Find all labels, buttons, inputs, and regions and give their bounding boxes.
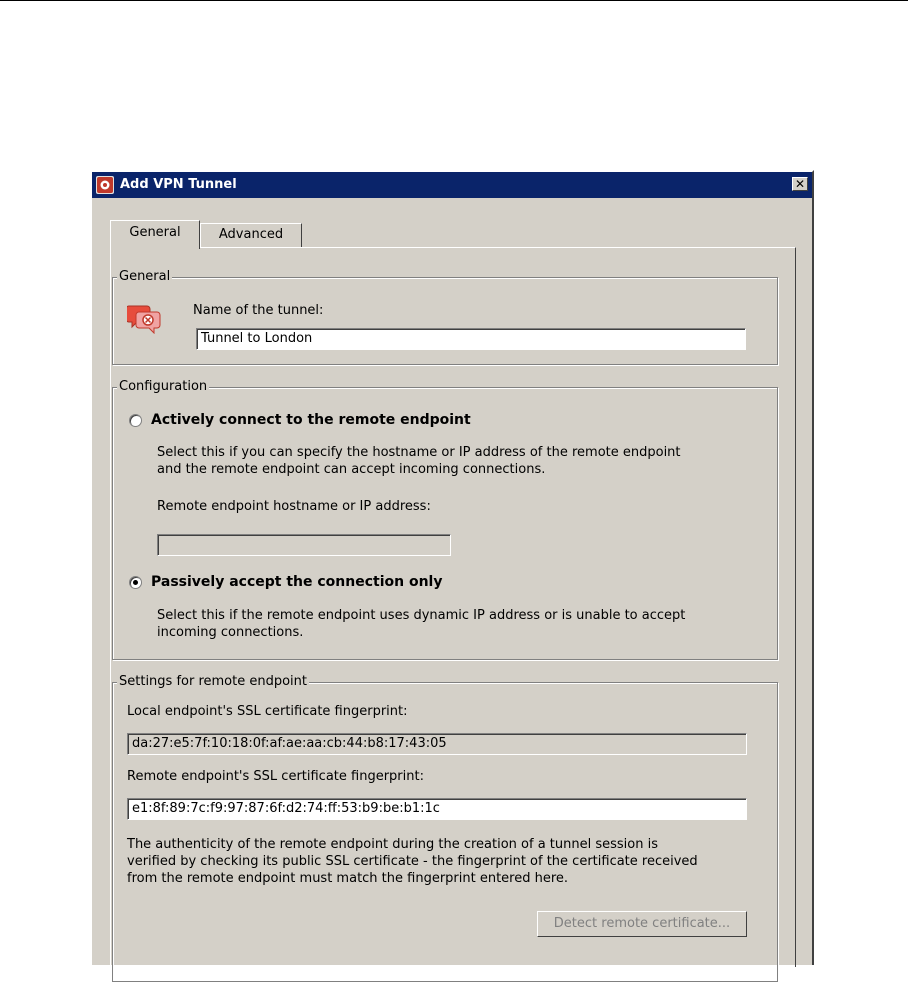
hostname-label: Remote endpoint hostname or IP address: [157,499,431,514]
tunnel-name-input[interactable]: Tunnel to London [196,328,746,350]
configuration-group [112,379,778,660]
remote-fingerprint-input[interactable]: e1:8f:89:7c:f9:97:87:6f:d2:74:ff:53:b9:be:b1:1c [127,798,747,820]
active-connect-description-line1: Select this if you can specify the hostname or IP address of the remote endpoint [157,445,681,460]
title-bar [92,172,812,198]
dialog-title: Add VPN Tunnel [120,177,237,192]
passive-accept-description-line1: Select this if the remote endpoint uses dynamic IP address or is unable to accept [157,608,686,623]
general-group-legend: General [119,269,171,284]
local-fingerprint-label: Local endpoint's SSL certificate fingerprint: [127,704,408,719]
passive-accept-description-line2: incoming connections. [157,625,304,640]
configuration-group-legend: Configuration [119,379,208,394]
tab-general[interactable]: General [110,220,200,249]
vpn-tunnel-icon [127,300,161,334]
remote-endpoint-settings-group [112,674,778,982]
remote-fingerprint-label: Remote endpoint's SSL certificate fingerprint: [127,769,424,784]
fingerprint-note-line1: The authenticity of the remote endpoint during the creation of a tunnel session is [127,837,658,852]
remote-settings-legend: Settings for remote endpoint [119,674,308,689]
general-group [112,269,778,365]
active-connect-description-line2: and the remote endpoint can accept incoming connections. [157,462,546,477]
passive-accept-radio[interactable] [129,576,142,589]
detect-remote-certificate-button[interactable]: Detect remote certificate... [537,911,747,937]
active-connect-label[interactable]: Actively connect to the remote endpoint [151,412,471,428]
add-vpn-tunnel-dialog [90,170,814,965]
top-divider [0,0,908,1]
local-fingerprint-field: da:27:e5:7f:10:18:0f:af:ae:aa:cb:44:b8:17:43:05 [127,733,747,755]
fingerprint-note-line3: from the remote endpoint must match the fingerprint entered here. [127,871,569,886]
close-button[interactable]: ✕ [792,177,808,191]
tunnel-name-label: Name of the tunnel: [193,303,324,318]
passive-accept-label[interactable]: Passively accept the connection only [151,574,443,590]
tab-advanced[interactable]: Advanced [200,223,302,247]
fingerprint-note-line2: verified by checking its public SSL certificate - the fingerprint of the certificate received [127,854,698,869]
hostname-input[interactable] [157,534,451,556]
active-connect-radio[interactable] [129,414,142,427]
vpn-app-icon [96,176,114,194]
